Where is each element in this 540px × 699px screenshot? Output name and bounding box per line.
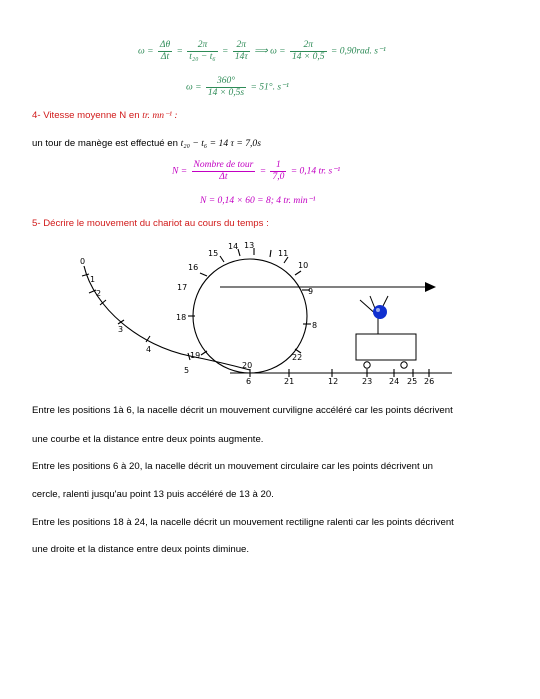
arrow-head xyxy=(425,282,436,292)
label-pos-9: 9 xyxy=(308,287,314,296)
label-pos-6: 6 xyxy=(246,377,252,386)
section-5-title xyxy=(32,218,269,229)
label-pos-22: 22 xyxy=(292,353,303,362)
omega-equation-2 xyxy=(186,76,289,99)
omega-lhs: ω = xyxy=(138,46,154,57)
label-pos-15: 15 xyxy=(208,249,219,258)
paragraph-line-6: une droite et la distance entre deux points diminue. xyxy=(32,544,250,555)
label-pos-4: 4 xyxy=(146,345,152,354)
section-4-title-unit: tr. mn⁻¹ : xyxy=(142,110,178,121)
n-lhs: N = xyxy=(172,166,188,177)
paragraph-line-3: Entre les positions 6 à 20, la nacelle décrit un mouvement circulaire car les points décrivent un xyxy=(32,461,434,472)
nacelle-ball xyxy=(373,305,387,319)
n-equation-2 xyxy=(200,195,316,206)
paragraph-line-1: Entre les positions 1à 6, la nacelle décrit un mouvement curviligne accéléré car les points décrivent xyxy=(32,405,453,416)
paragraph-line-5: Entre les positions 18 à 24, la nacelle décrit un mouvement rectiligne ralenti car les points décrivent xyxy=(32,517,454,528)
n-equation-1 xyxy=(172,160,340,183)
equals-sign: = xyxy=(259,166,267,177)
paragraph-line-2: une courbe et la distance entre deux points augmente. xyxy=(32,434,264,445)
fraction-360-deg: $\frac{360^\circ}{14 \times 0,5s}$ xyxy=(207,76,245,98)
label-pos-16: 16 xyxy=(188,263,199,272)
fraction-2pi-14tau: $\frac{2\pi}{14\tau}$ xyxy=(234,40,248,62)
entry-curve xyxy=(84,266,253,370)
omega-equation-1 xyxy=(138,40,386,63)
trajectory-figure xyxy=(80,238,452,388)
section-4-title xyxy=(32,110,178,121)
loop-circle xyxy=(193,259,307,373)
fraction-2pi-numeric: $\frac{2\pi}{14 \times 0,5}$ xyxy=(291,40,325,62)
label-pos-2: 2 xyxy=(96,289,102,298)
omega-result-rad: = 0,90rad. s⁻¹ xyxy=(330,46,386,57)
label-pos-24: 24 xyxy=(389,377,400,386)
label-pos-0: 0 xyxy=(80,257,86,266)
fraction-tours-dt: $\frac{\text{Nombre de tour}}{\Delta t}$ xyxy=(193,160,254,182)
fraction-dtheta-dt: $\frac{\Delta\theta}{\Delta t}$ xyxy=(159,40,171,62)
label-pos-17: 17 xyxy=(177,283,188,292)
label-pos-12: 12 xyxy=(328,377,339,386)
section-4-intro-text: un tour de manège est effectué en xyxy=(32,138,181,149)
label-pos-1: 1 xyxy=(90,275,96,284)
label-pos-11: 11 xyxy=(278,249,289,258)
label-pos-10: 10 xyxy=(298,261,309,270)
section-4-intro-math: t₂₀ − t₆ = 14 τ = 7,0s xyxy=(180,138,261,149)
section-4-title-text: 4- Vitesse moyenne N en xyxy=(32,110,143,121)
omega-lhs-2: ω = xyxy=(186,82,202,93)
label-pos-20: 20 xyxy=(242,361,253,370)
label-pos-18: 18 xyxy=(176,313,187,322)
fraction-2pi-interval: $\frac{2\pi}{\text{t₂₀ − t₆}}$ xyxy=(189,40,216,62)
omega-result-deg: = 51°. s⁻¹ xyxy=(250,82,289,93)
equals-sign: = xyxy=(176,46,183,57)
n-result-trs: = 0,14 tr. s⁻¹ xyxy=(290,166,341,177)
equals-sign: = xyxy=(222,46,229,57)
n-result-trmin: N = 0,14 × 60 = 8; 4 tr. min⁻¹ xyxy=(200,196,316,206)
label-pos-8: 8 xyxy=(312,321,318,330)
label-pos-3: 3 xyxy=(118,325,124,334)
cart xyxy=(356,296,416,368)
label-pos-25: 25 xyxy=(407,377,418,386)
implies-omega: ⟹ ω = xyxy=(254,46,286,57)
label-pos-26: 26 xyxy=(424,377,435,386)
paragraph-line-4: cercle, ralenti jusqu'au point 13 puis accéléré de 13 à 20. xyxy=(32,489,274,500)
label-pos-19: 19 xyxy=(190,351,201,360)
fraction-1-over-7: $\frac{1}{7,0}$ xyxy=(272,160,285,182)
label-pos-14: 14 xyxy=(228,242,239,251)
label-pos-13: 13 xyxy=(244,241,255,250)
section-4-intro xyxy=(32,138,261,149)
label-pos-5: 5 xyxy=(184,366,190,375)
label-pos-23: 23 xyxy=(362,377,373,386)
label-pos-21: 21 xyxy=(284,377,295,386)
section-5-title-text: 5- Décrire le mouvement du chariot au cours du temps : xyxy=(32,218,269,229)
